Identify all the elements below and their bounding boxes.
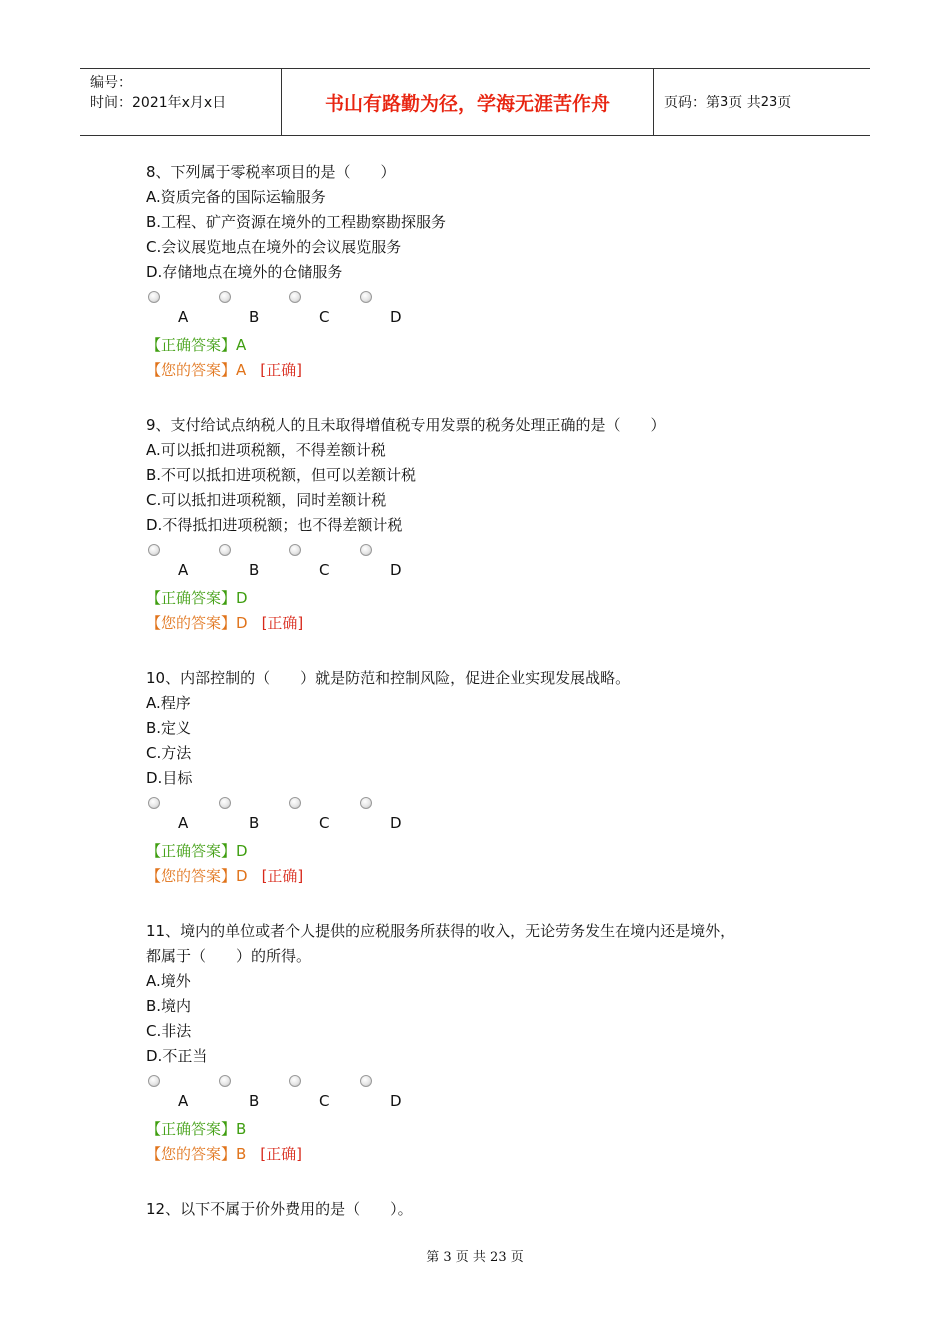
option-d: D.目标 (146, 769, 193, 787)
radio-label-b: B (249, 561, 260, 579)
radio-a[interactable] (148, 797, 160, 809)
answer-radios (146, 285, 846, 333)
radio-d[interactable] (360, 544, 372, 556)
radio-label-a: A (178, 561, 189, 579)
radio-label-a: A (178, 308, 189, 326)
your-answer-text: 【您的答案】A (146, 361, 247, 379)
radio-label-b: B (249, 1092, 260, 1110)
radio-b[interactable] (219, 544, 231, 556)
option-a: A.境外 (146, 972, 191, 990)
option-c: C.方法 (146, 744, 192, 762)
radio-label-d: D (390, 561, 402, 579)
radio-label-b: B (249, 308, 260, 326)
page-suffix: 页 (777, 95, 792, 111)
option-c: C.非法 (146, 1022, 192, 1040)
answer-status: [正确] (261, 614, 304, 632)
radio-label-b: B (249, 814, 260, 832)
radio-b[interactable] (219, 1075, 231, 1087)
question-text-line2: 都属于（ ）的所得。 (146, 947, 312, 965)
question-12 (146, 1197, 846, 1222)
question-11 (146, 919, 846, 1167)
question-list (146, 160, 846, 1252)
option-b: B.工程、矿产资源在境外的工程勘察勘探服务 (146, 213, 447, 231)
option-c: C.可以抵扣进项税额，同时差额计税 (146, 491, 387, 509)
answer-status: [正确] (261, 867, 304, 885)
your-answer (146, 611, 846, 636)
page-header (80, 68, 870, 136)
radio-b[interactable] (219, 797, 231, 809)
page-current: 3 (720, 94, 729, 110)
option-a: A.可以抵扣进项税额，不得差额计税 (146, 441, 386, 459)
radio-d[interactable] (360, 797, 372, 809)
option-d: D.不正当 (146, 1047, 208, 1065)
question-text: 12、以下不属于价外费用的是（ ）。 (146, 1200, 413, 1218)
option-a: A.资质完备的国际运输服务 (146, 188, 326, 206)
correct-answer: 【正确答案】D (146, 589, 248, 607)
radio-c[interactable] (289, 544, 301, 556)
question-text: 9、支付给试点纳税人的且未取得增值税专用发票的税务处理正确的是（ ） (146, 416, 666, 434)
question-9 (146, 413, 846, 636)
radio-c[interactable] (289, 1075, 301, 1087)
option-c: C.会议展览地点在境外的会议展览服务 (146, 238, 402, 256)
radio-a[interactable] (148, 291, 160, 303)
radio-label-a: A (178, 1092, 189, 1110)
question-8 (146, 160, 846, 383)
radio-label-c: C (319, 561, 330, 579)
radio-a[interactable] (148, 544, 160, 556)
your-answer (146, 1142, 846, 1167)
option-d: D.不得抵扣进项税额；也不得差额计税 (146, 516, 403, 534)
option-b: B.不可以抵扣进项税额，但可以差额计税 (146, 466, 417, 484)
radio-c[interactable] (289, 797, 301, 809)
question-text: 10、内部控制的（ ）就是防范和控制风险，促进企业实现发展战略。 (146, 669, 631, 687)
radio-label-d: D (390, 1092, 402, 1110)
option-b: B.境内 (146, 997, 192, 1015)
answer-status: [正确] (260, 1145, 303, 1163)
your-answer-text: 【您的答案】D (146, 614, 248, 632)
code-label: 编号： (90, 75, 132, 91)
your-answer (146, 358, 846, 383)
question-10 (146, 666, 846, 889)
option-d: D.存储地点在境外的仓储服务 (146, 263, 343, 281)
radio-label-a: A (178, 814, 189, 832)
page-mid: 页 共 (728, 95, 761, 111)
page-footer: 第 3 页 共 23 页 (426, 1250, 524, 1265)
radio-a[interactable] (148, 1075, 160, 1087)
page-indicator (654, 69, 870, 135)
motto: 书山有路勤为径，学海无涯苦作舟 (282, 69, 654, 135)
question-text: 8、下列属于零税率项目的是（ ） (146, 163, 396, 181)
answer-radios (146, 538, 846, 586)
radio-label-d: D (390, 308, 402, 326)
radio-b[interactable] (219, 291, 231, 303)
radio-label-c: C (319, 814, 330, 832)
page-total: 23 (760, 94, 778, 110)
date-label: 时间：2021年x月x日 (90, 95, 227, 111)
header-meta (80, 69, 282, 135)
your-answer-text: 【您的答案】D (146, 867, 248, 885)
radio-label-c: C (319, 308, 330, 326)
option-a: A.程序 (146, 694, 191, 712)
radio-c[interactable] (289, 291, 301, 303)
radio-label-c: C (319, 1092, 330, 1110)
option-b: B.定义 (146, 719, 192, 737)
question-text-line1: 11、境内的单位或者个人提供的应税服务所获得的收入，无论劳务发生在境内还是境外， (146, 922, 736, 940)
answer-status: [正确] (260, 361, 302, 379)
radio-d[interactable] (360, 291, 372, 303)
your-answer (146, 864, 846, 889)
radio-label-d: D (390, 814, 402, 832)
page-prefix: 页码：第 (664, 95, 720, 111)
correct-answer: 【正确答案】B (146, 1120, 247, 1138)
radio-d[interactable] (360, 1075, 372, 1087)
answer-radios (146, 791, 846, 839)
your-answer-text: 【您的答案】B (146, 1145, 247, 1163)
answer-radios (146, 1069, 846, 1117)
correct-answer: 【正确答案】D (146, 842, 248, 860)
correct-answer: 【正确答案】A (146, 336, 247, 354)
